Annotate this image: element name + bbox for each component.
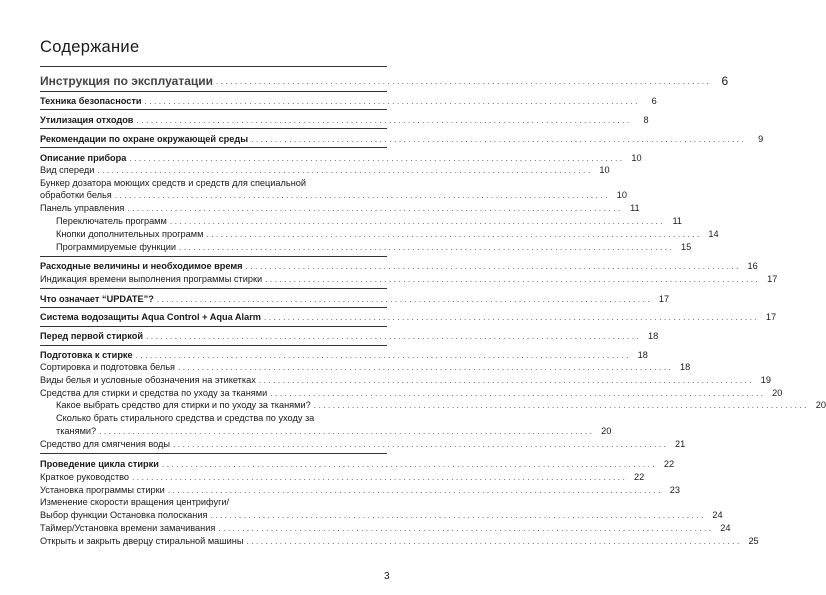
- toc-leader-dots: ........................................................................................................: [132, 472, 628, 482]
- toc-entry-page: 10: [616, 190, 627, 200]
- toc-leader-dots: ........................................................................................................: [270, 388, 766, 398]
- toc-entry-page: 11: [630, 203, 640, 213]
- toc-leader-dots: ........................................................................................................: [135, 350, 631, 360]
- toc-entry[interactable]: [40, 523, 731, 534]
- toc-leader-dots: ........................................................................................................: [144, 96, 640, 106]
- toc-leader-dots: ........................................................................................................: [210, 510, 706, 520]
- toc-entry-title: Вид спереди: [40, 165, 95, 175]
- toc-entry-title: Техника безопасности: [40, 96, 142, 106]
- toc-entry[interactable]: [40, 331, 659, 342]
- toc-entry[interactable]: [56, 400, 826, 411]
- toc-leader-dots: ........................................................................................................: [167, 485, 663, 495]
- toc-entry[interactable]: [40, 388, 783, 399]
- toc-entry-title: Кнопки дополнительных программ: [56, 229, 204, 239]
- section-divider: [40, 345, 387, 346]
- toc-entry-title: Перед первой стиркой: [40, 331, 144, 341]
- toc-entry-title: Система водозащиты Aqua Control + Aqua Alarm: [40, 312, 261, 322]
- page-number: 3: [384, 571, 390, 582]
- section-divider: [40, 147, 387, 148]
- toc-entry-page: 9: [758, 134, 764, 144]
- toc-entry-title: Рекомендации по охране окружающей среды: [40, 134, 249, 144]
- toc-leader-dots: ........................................................................................................: [136, 115, 632, 125]
- toc-entry[interactable]: [40, 510, 723, 521]
- toc-entry-title: Переключатель программ: [56, 216, 167, 226]
- toc-entry-title: Установка программы стирки: [40, 485, 165, 495]
- toc-entry-page: 25: [748, 536, 759, 546]
- toc-entry[interactable]: [40, 190, 627, 201]
- toc-entry[interactable]: [56, 426, 612, 437]
- toc-leader-dots: ........................................................................................................: [179, 242, 675, 252]
- toc-leader-dots: ........................................................................................................: [263, 312, 760, 322]
- toc-entry-page: 20: [772, 388, 783, 398]
- toc-entry-page: 10: [631, 153, 642, 163]
- toc-entry[interactable]: [40, 472, 645, 483]
- toc-entry[interactable]: [40, 153, 642, 164]
- toc-entry-page: 8: [643, 115, 649, 125]
- section-divider: [40, 128, 387, 129]
- toc-entry-page: 18: [648, 331, 659, 341]
- toc-entry-title: Инструкция по эксплуатации: [40, 74, 214, 88]
- toc-entry-line: Сколько брать стирального средства и средства по уходу за: [56, 413, 315, 423]
- section-divider: [40, 453, 387, 454]
- section-divider: [40, 256, 387, 257]
- toc-entry-page: 10: [599, 165, 610, 175]
- toc-entry-page: 15: [681, 242, 692, 252]
- toc-leader-dots: ........................................................................................................: [173, 439, 669, 449]
- toc-entry-page: 19: [760, 375, 772, 385]
- toc-entry-page: 20: [815, 400, 826, 410]
- toc-entry[interactable]: [40, 362, 691, 373]
- toc-leader-dots: ........................................................................................................: [245, 261, 741, 271]
- toc-leader-dots: ........................................................................................................: [127, 203, 623, 213]
- toc-entry-title: Панель управления: [40, 203, 125, 213]
- toc-entry[interactable]: [40, 294, 670, 305]
- toc-entry-title: Расходные величины и необходимое время: [40, 261, 243, 271]
- toc-entry-page: 24: [720, 523, 731, 533]
- toc-entry-title: Какое выбрать средство для стирки и по уходу за тканями?: [56, 400, 311, 410]
- toc-entry-title: Виды белья и условные обозначения на этикетках: [40, 375, 256, 385]
- toc-entry-title: Открыть и закрыть дверцу стиральной машины: [40, 536, 244, 546]
- toc-entry-page: 24: [712, 510, 723, 520]
- toc-entry-page: 17: [767, 274, 778, 284]
- toc-entry[interactable]: [40, 350, 648, 361]
- toc-entry-page: 6: [721, 74, 729, 88]
- toc-entry[interactable]: [40, 459, 675, 470]
- toc-entry-title: Средства для стирки и средства по уходу за тканями: [40, 388, 268, 398]
- toc-entry-title: Таймер/Установка времени замачивания: [40, 523, 216, 533]
- toc-entry[interactable]: [40, 261, 758, 272]
- section-divider: [40, 288, 387, 289]
- toc-entry-title: Утилизация отходов: [40, 115, 134, 125]
- toc-leader-dots: ........................................................................................................: [156, 294, 653, 304]
- toc-entry[interactable]: [40, 485, 680, 496]
- toc-entry-page: 6: [651, 96, 657, 106]
- toc-entry[interactable]: [56, 242, 692, 253]
- toc-entry-page: 18: [680, 362, 691, 372]
- toc-leader-dots: ........................................................................................................: [216, 76, 712, 86]
- toc-entry-title: обработки белья: [40, 190, 112, 200]
- toc-entry[interactable]: [56, 216, 683, 227]
- toc-entry[interactable]: [40, 165, 610, 176]
- toc-entry-page: 20: [601, 426, 612, 436]
- toc-leader-dots: ........................................................................................................: [161, 459, 658, 469]
- toc-entry[interactable]: [40, 375, 772, 386]
- toc-entry-line: Изменение скорости вращения центрифуги/: [40, 497, 230, 507]
- toc-entry-page: 16: [747, 261, 758, 271]
- toc-leader-dots: ........................................................................................................: [265, 274, 761, 284]
- toc-entry[interactable]: [40, 96, 657, 107]
- toc-leader-dots: ........................................................................................................: [114, 190, 610, 200]
- toc-leader-dots: ........................................................................................................: [251, 134, 747, 144]
- toc-entry-title: Программируемые функции: [56, 242, 177, 252]
- toc-entry-title: Сортировка и подготовка белья: [40, 362, 176, 372]
- toc-entry[interactable]: [40, 274, 778, 285]
- section-divider: [40, 91, 387, 92]
- section-divider: [40, 307, 387, 308]
- section-divider: [40, 109, 387, 110]
- toc-leader-dots: ........................................................................................................: [218, 523, 714, 533]
- toc-entry-page: 17: [765, 312, 777, 322]
- toc-entry-title: Описание прибора: [40, 153, 127, 163]
- toc-entry-page: 18: [637, 350, 648, 360]
- toc-entry[interactable]: [40, 134, 764, 145]
- toc-entry-title: Индикация времени выполнения программы стирки: [40, 274, 263, 284]
- toc-entry-page: 23: [669, 485, 680, 495]
- toc-leader-dots: ........................................................................................................: [129, 153, 625, 163]
- toc-leader-dots: ........................................................................................................: [146, 331, 642, 341]
- toc-entry[interactable]: [40, 536, 759, 547]
- toc-entry-page: 11: [672, 216, 683, 226]
- page-title: Содержание: [40, 38, 140, 56]
- toc-entry-title: Проведение цикла стирки: [40, 459, 159, 469]
- toc-leader-dots: ........................................................................................................: [206, 229, 702, 239]
- toc-entry[interactable]: [56, 229, 719, 240]
- toc-leader-dots: ........................................................................................................: [99, 426, 595, 436]
- toc-entry-page: 21: [675, 439, 686, 449]
- toc-entry-line: Бункер дозатора моющих средств и средств для специальной: [40, 178, 307, 188]
- toc-entry[interactable]: [40, 203, 640, 214]
- toc-leader-dots: ........................................................................................................: [97, 165, 593, 175]
- toc-leader-dots: ........................................................................................................: [178, 362, 674, 372]
- toc-entry[interactable]: [40, 312, 777, 323]
- toc-entry-title: Подготовка к стирке: [40, 350, 133, 360]
- toc-leader-dots: ........................................................................................................: [246, 536, 742, 546]
- toc-entry-title: Выбор функции Остановка полоскания: [40, 510, 208, 520]
- toc-entry-title: Что означает “UPDATE”?: [40, 294, 154, 304]
- toc-entry[interactable]: [40, 115, 649, 126]
- toc-entry-page: 22: [634, 472, 645, 482]
- toc-leader-dots: ........................................................................................................: [313, 400, 809, 410]
- toc-entry-page: 14: [708, 229, 719, 239]
- toc-entry-page: 17: [658, 294, 670, 304]
- section-divider: [40, 326, 387, 327]
- toc-entry[interactable]: [40, 74, 729, 88]
- toc-entry-page: 22: [663, 459, 675, 469]
- toc-leader-dots: ........................................................................................................: [169, 216, 666, 226]
- toc-entry-title: тканями?: [56, 426, 97, 436]
- toc-entry-title: Средство для смягчения воды: [40, 439, 171, 449]
- toc-entry[interactable]: [40, 439, 686, 450]
- toc-entry-title: Краткое руководство: [40, 472, 130, 482]
- toc-leader-dots: ........................................................................................................: [258, 375, 755, 385]
